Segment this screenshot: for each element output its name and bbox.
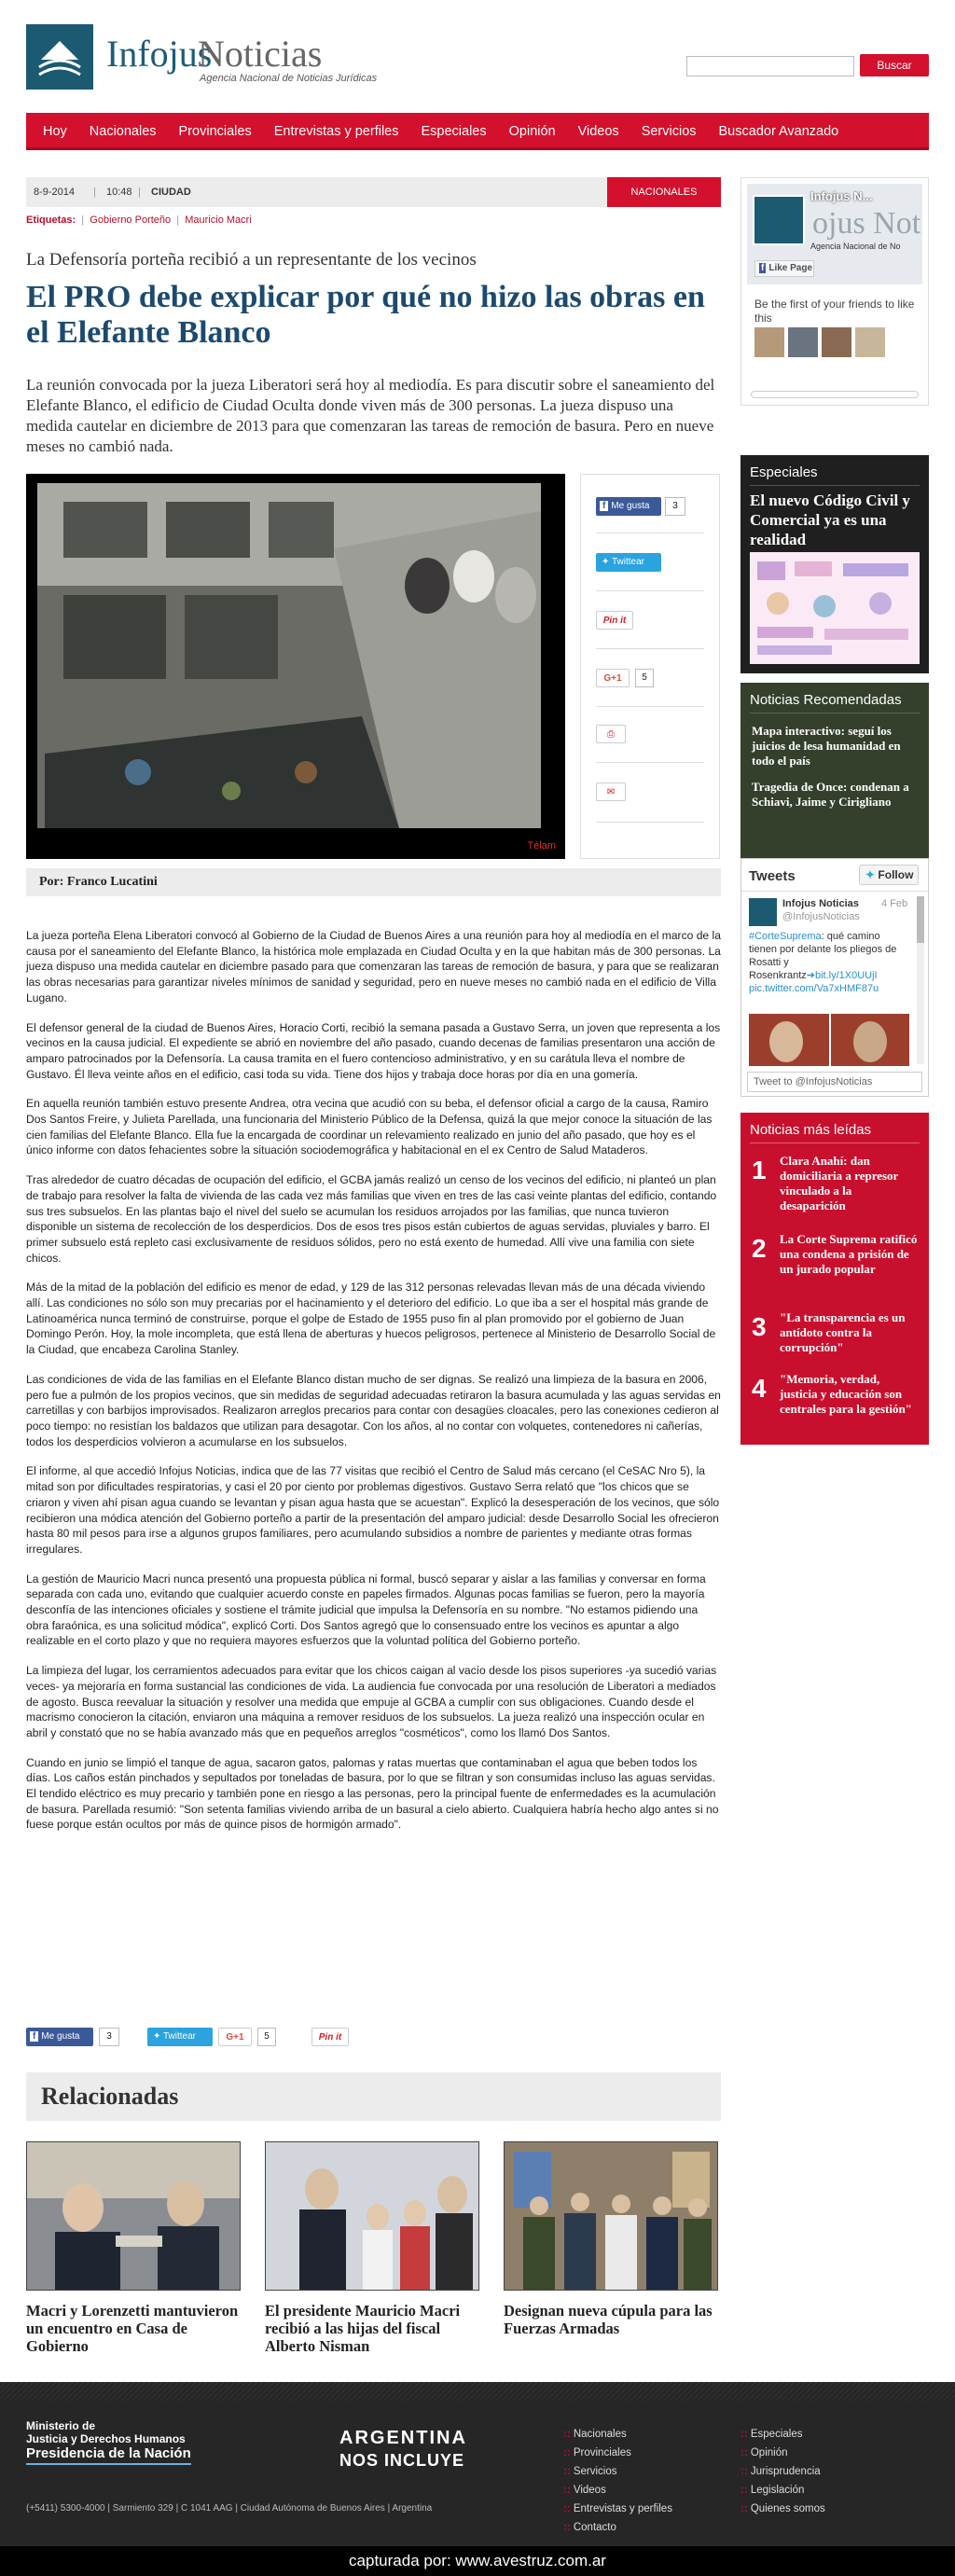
article-paragraph: La limpieza del lugar, los cerramientos adecuados para evitar que los chicos caigan al vacío desde los pisos superiores -ya sucedió varias veces- ya mejoraría en forma sustancial las condiciones de vida. La audiencia fue convocada por una resolución de Liberatori a mediados de agosto. Busca reevaluar la situación y resolver una medida que empuje al GCBA a cumplir con sus obligaciones. Cuando desde el macrismo conocieron la citación, enviaron una máquina a remover residuos de los subsuelos. La jueza realizó una inspección ocular en abril y constató que no se había avanzado más que en pequeños arreglos "cosméticos", como los llamó Dos Santos. xyxy=(26,1664,717,1739)
like-label: Me gusta xyxy=(611,501,650,511)
related-image[interactable] xyxy=(504,2141,718,2291)
nav-item-nacionales[interactable]: Nacionales xyxy=(89,124,157,139)
article-paragraph: En aquella reunión también estuvo presente Andrea, otra vecina que acudió con su beba, el defensor oficial a cargo de la causa, Ramiro Dos Santos Freire, y Julieta Parellada, una funcionaria del Ministerio Público de la Defensa, quizá la que mejor conoce la situación de las cien familias del Elefante Blanco. Ella fue la encargada de coordinar un relevamiento realizado en junio del año pasado, que hoy es el único informe con datos fehacientes sobre la situación sociodemográfica y habitacional en el ex Centro de Salud Mataderos. xyxy=(26,1097,713,1157)
facebook-page-widget xyxy=(740,177,929,406)
article-paragraph: Cuando en junio se limpió el tanque de agua, sacaron gatos, palomas y ratas muertas que contaminaban el agua que beben todos los días. Los caños están pinchados y sepultados por toneladas de basura, por lo que se filtran y son consumidas incluso las aguas servidas. El tendido eléctrico es muy precario y también pone en riesgo a las personas, pero la principal fuente de enfermedades es la acumulación de basura. Parellada resumió: "Son setenta familias viviendo arriba de un basural a cielo abierto. Cualquiera habría hecho algo antes si no fuese porque están ocultos por más de quince pisos de hormigón armado". xyxy=(26,1755,719,1832)
article-photo xyxy=(26,474,565,859)
search-button[interactable]: Buscar xyxy=(860,54,929,76)
mas-leidas-item[interactable]: Clara Anahí: dan domiciliaria a represor vinculado a la desaparición xyxy=(780,1154,899,1212)
twitter-bird-icon: ✦ xyxy=(602,557,610,567)
especiales-image[interactable] xyxy=(750,552,920,664)
fb-scrollbar[interactable] xyxy=(751,391,919,398)
like-count: 3 xyxy=(99,2028,119,2046)
related-heading: Relacionadas xyxy=(26,2072,721,2121)
ministry-line2: Justicia y Derechos Humanos xyxy=(26,2432,186,2445)
article-paragraph: La jueza porteña Elena Liberatori convocó al Gobierno de la Ciudad de Buenos Aires a una reunión para hoy al mediodía en el marco de la causa por el saneamiento del Elefante Blanco, la histórica mole emplazada en Ciudad Oculta y en la que habitan más de 300 personas. La jueza dispuso una medida cautelar en diciembre pasado para que comenzaran las tareas de remoción de basura, y para que se realizaran las obras necesarias para garantizar niveles mínimos de sanidad y seguridad, pero en nueve meses no cambió nada en el edificio de Villa Lugano. xyxy=(26,929,721,1004)
nav-item-servicios[interactable]: Servicios xyxy=(641,124,697,139)
tweet-compose-input[interactable]: Tweet to @InfojusNoticias xyxy=(747,1072,922,1092)
gplus-button[interactable]: G+1 xyxy=(596,669,630,687)
pinterest-button[interactable]: Pin it xyxy=(596,611,633,630)
article-date: 8-9-2014 xyxy=(34,187,76,198)
fb-cover xyxy=(747,184,922,284)
facebook-like-button[interactable] xyxy=(26,2028,93,2046)
article-paragraph: Más de la mitad de la población del edificio es menor de edad, y 129 de las 312 personas relevadas llevan más de una década viviendo allí. Las condiciones no sólo son muy precarias por el hacinamiento y el deterioro del edificio. Lo que iba a ser el hospital más grande de Latinoamérica nunca terminó de construirse, porque el golpe de Estado de 1955 puso fin al plan promovido por el gobierno de Juan Domingo Perón. Hoy, la mole incompleta, que está llena de aberturas y huecos peligrosos, pertenece al Ministerio de Desarrollo Social de la Ciudad, que encabeza Carolina Stanley. xyxy=(26,1281,716,1357)
related-title[interactable]: Macri y Lorenzetti mantuvieron un encuentro en Casa de Gobierno xyxy=(26,2302,239,2355)
tweet-handle[interactable]: @InfojusNoticias xyxy=(782,911,860,922)
related-title[interactable]: Designan nueva cúpula para las Fuerzas Armadas xyxy=(504,2302,713,2337)
fb-like-page-button[interactable] xyxy=(754,260,814,277)
footer-link[interactable]: :: Nacionales xyxy=(563,2429,627,2440)
twitter-widget xyxy=(740,858,929,1097)
print-icon[interactable]: ⎙ xyxy=(596,725,626,743)
twitter-bird-icon: ✦ xyxy=(153,2031,161,2042)
article-time: 10:48 xyxy=(106,187,132,198)
twitter-label: Twittear xyxy=(612,557,645,567)
tweet-link[interactable]: bit.ly/1X0UUjI xyxy=(814,970,878,981)
related-title[interactable]: El presidente Mauricio Macri recibió a las hijas del fiscal Alberto Nisman xyxy=(265,2302,461,2355)
site-footer xyxy=(0,2382,955,2576)
footer-link[interactable]: :: Jurisprudencia xyxy=(740,2466,821,2477)
mas-leidas-item[interactable]: "La transparencia es un antídoto contra la corrupción" xyxy=(780,1310,906,1354)
tweets-scrollbar[interactable] xyxy=(917,896,924,1064)
footer-link[interactable]: :: Servicios xyxy=(563,2466,617,2477)
brand-tagline: Agencia Nacional de Noticias Jurídicas xyxy=(200,73,378,84)
twitter-label: Twittear xyxy=(163,2031,197,2042)
ministry-line1: Ministerio de xyxy=(26,2419,96,2432)
article-section[interactable]: CIUDAD xyxy=(151,187,191,198)
related-item[interactable] xyxy=(504,2141,718,2337)
tweets-title: Tweets xyxy=(749,868,796,884)
fb-agency: Agencia Nacional de No xyxy=(810,242,901,251)
meta-separator: | xyxy=(138,187,141,198)
recomendadas-item[interactable]: Tragedia de Once: condenan a Schiavi, Jaime y Cirigliano xyxy=(752,780,909,809)
twitter-share-button[interactable] xyxy=(596,553,661,572)
argentina-word: ARGENTINA xyxy=(339,2428,467,2448)
tag-separator: | xyxy=(173,215,183,226)
especiales-headline[interactable]: El nuevo Código Civil y Comercial ya es una realidad xyxy=(750,492,910,548)
like-count: 3 xyxy=(665,497,685,516)
tweet-text xyxy=(749,930,909,995)
nav-item-hoy[interactable]: Hoy xyxy=(43,124,67,139)
footer-link[interactable]: :: Videos xyxy=(563,2485,606,2496)
nos-incluye-word: NOS INCLUYE xyxy=(339,2451,465,2470)
footer-link[interactable]: :: Legislación xyxy=(740,2485,804,2496)
mas-leidas-item[interactable]: La Corte Suprema ratificó una condena a prisión de un jurado popular xyxy=(780,1232,918,1276)
facebook-icon: f xyxy=(761,263,765,273)
nav-item-especiales[interactable]: Especiales xyxy=(421,124,487,139)
article-lead: La reunión convocada por la jueza Liberatori será hoy al mediodía. Es para discutir sobre el saneamiento del Elefante Blanco, el edificio de Ciudad Oculta donde viven más de 300 personas. La jueza dispuso una medida cautelar en diciembre de 2013 para que comenzaran las tareas de remoción de basura. Pero en nueve meses no cambió nada. xyxy=(26,376,715,455)
nav-item-entrevistas[interactable]: Entrevistas y perfiles xyxy=(273,124,399,139)
pinterest-button[interactable]: Pin it xyxy=(311,2028,349,2046)
article-paragraph: La gestión de Mauricio Macri nunca presentó una propuesta pública ni formal, buscó separar y aislar a las familias y conversar en forma separada con cada uno, evitando que cualquier acuerdo conste en papeles firmados. Algunas pocas familias se fueron, pero la mayoría desconfía de las intenciones oficiales y sostiene el trámite judicial que impulsa la Defensoría en su nombre. "No estamos pidiendo una obra faraónica, es una solicitud módica", explicó Corti. Dos Santos agregó que lo consensuado entre los vecinos es apuntar a algo realizable en el corto plazo y que no requiera mayores esfuerzos que la voluntad política del Gobierno porteño. xyxy=(26,1572,706,1648)
twitter-share-button[interactable] xyxy=(147,2028,213,2046)
logo-emblem xyxy=(26,24,93,90)
facebook-icon: f xyxy=(600,501,608,511)
especiales-box xyxy=(740,455,929,673)
gplus-count: 5 xyxy=(635,669,654,687)
bottom-share-bar xyxy=(26,2028,721,2048)
related-item[interactable] xyxy=(265,2141,479,2355)
nav-item-opinion[interactable]: Opinión xyxy=(508,124,556,139)
brand-word-infojus: Infojus xyxy=(106,33,213,75)
recomendadas-title: Noticias Recomendadas xyxy=(750,692,902,708)
article-kicker: La Defensoría porteña recibió a un representante de los vecinos xyxy=(26,250,477,270)
gplus-count: 5 xyxy=(257,2028,276,2046)
tag-separator: | xyxy=(78,215,88,226)
argentina-logo[interactable] xyxy=(339,2427,467,2472)
rank-number: 3 xyxy=(752,1312,767,1341)
email-icon[interactable]: ✉ xyxy=(596,782,626,801)
mas-leidas-item[interactable]: "Memoria, verdad, justicia y educación son centrales para la gestión" xyxy=(780,1372,912,1416)
fb-page-name[interactable]: Infojus N... xyxy=(810,189,873,203)
tweet-pic-link[interactable]: pic.twitter.com/Va7xHMF87u xyxy=(749,983,879,994)
footer-link[interactable]: :: Entrevistas y perfiles xyxy=(563,2503,672,2514)
meta-separator: | xyxy=(93,187,96,198)
twitter-bird-icon: ✦ xyxy=(865,868,876,881)
tweet-avatar[interactable] xyxy=(749,898,777,926)
tweet-link-arrow: ➔ xyxy=(806,970,815,981)
article-author: Por: Franco Lucatini xyxy=(26,868,721,896)
tweet-image[interactable] xyxy=(749,1014,909,1066)
facebook-icon: f xyxy=(30,2031,38,2042)
search-input[interactable] xyxy=(686,56,854,76)
footer-link[interactable]: :: Contacto xyxy=(563,2522,616,2533)
fb-page-logo xyxy=(753,195,805,245)
article-headline: El PRO debe explicar por qué no hizo las obras en el Elefante Blanco xyxy=(26,280,705,350)
rank-number: 2 xyxy=(752,1234,767,1263)
nav-item-buscador-avanzado[interactable]: Buscador Avanzado xyxy=(718,124,839,139)
nav-item-videos[interactable]: Videos xyxy=(577,124,619,139)
brand-word-noticias: Noticias xyxy=(198,33,323,75)
footer-link[interactable]: :: Especiales xyxy=(740,2429,802,2440)
article-body xyxy=(26,928,721,1847)
related-item[interactable] xyxy=(26,2141,241,2355)
article-paragraph: Las condiciones de vida de las familias en el Elefante Blanco distan mucho de ser dignas. Se realizó una limpieza de la basura en 2006, pero fue a pulmón de los propios vecinos, que sin medidas de seguridad adecuadas retiraron la basura acumulada y las aguas servidas en carretillas y con barbijos improvisados. Realizaron arreglos precarios para contar con desagües cloacales, pero las conexiones cedieron al poco tiempo: no resistían los baldazos que utilizan para desagotar. Con los años, al no contar con volquetes, contenedores ni cañerías, todos los desperdicios volvieron a acumularse en los subsuelos. xyxy=(26,1372,721,1448)
nav-item-provinciales[interactable]: Provinciales xyxy=(178,124,252,139)
presidency-label: Presidencia de la Nación xyxy=(26,2447,191,2465)
tweet-hashtag[interactable]: #CorteSuprema xyxy=(749,931,822,942)
mas-leidas-box xyxy=(740,1113,929,1445)
related-image[interactable] xyxy=(26,2141,241,2291)
tweet-user[interactable]: Infojus Noticias xyxy=(782,898,859,909)
footer-contact: (+5411) 5300-4000 | Sarmiento 329 | C 1041 AAG | Ciudad Autónoma de Buenos Aires | Argentina xyxy=(26,2503,433,2514)
fb-friend-faces xyxy=(754,327,885,357)
tweet-date[interactable]: 4 Feb xyxy=(881,898,908,909)
tag-link[interactable]: Mauricio Macri xyxy=(185,215,252,226)
article-paragraph: El informe, al que accedió Infojus Noticias, indica que de las 77 visitas que recibió el Centro de Salud más cercano (el CeSAC Nro 5), la mitad son por dificultades respiratorias, y casi el 20 por ciento por problemas digestivos. Gustavo Serra relató que "los chicos que se criaron y viven ahí pisan agua cuando se levantan y pisan agua hasta que se acuestan". Explicó la desesperación de los vecinos, que sólo recibieron una módica atención del Gobierno porteño a partir de la presentación del amparo judicial: desde Desarrollo Social les ofrecieron hasta 80 mil pesos para irse a algunos grupos familiares, pero acumulando subsidios a nombre de parientes y mediante otras formas irregulares. xyxy=(26,1464,720,1556)
rank-number: 1 xyxy=(752,1156,767,1184)
fb-like-page-label: Like Page xyxy=(768,263,813,273)
twitter-follow-button[interactable] xyxy=(859,865,919,885)
share-column xyxy=(580,474,720,859)
tweet-body: : qué camino tienen por delante los pliegos de Rosatti y Rosenkrantz xyxy=(749,931,897,981)
especiales-title: Especiales xyxy=(750,464,818,480)
gplus-button[interactable]: G+1 xyxy=(218,2028,252,2046)
mas-leidas-title: Noticias más leídas xyxy=(750,1122,872,1138)
recomendadas-item[interactable]: Mapa interactivo: seguí los juicios de lesa humanidad en todo el país xyxy=(752,724,901,768)
footer-link[interactable]: :: Opinión xyxy=(740,2447,788,2458)
like-label: Me gusta xyxy=(41,2031,80,2042)
footer-link[interactable]: :: Provinciales xyxy=(563,2447,631,2458)
article-paragraph: El defensor general de la ciudad de Buenos Aires, Horacio Corti, recibió la semana pasada a Gustavo Serra, un joven que representa a los vecinos en la causa judicial. El expediente se abrió en noviembre del año pasado, cuando decenas de familias presentaron una acción de amparo patrocinados por la Defensoría. La causa tramita en el fuero contencioso administrativo, y en su carátula lleva el nombre de Gustavo. Él lleva veinte años en el edificio, casi toda su vida. Tiene dos hijos y trabaja doce horas por día en una gomería. xyxy=(26,1020,721,1081)
rank-number: 4 xyxy=(752,1374,767,1403)
related-image[interactable] xyxy=(265,2141,479,2291)
footer-link[interactable]: :: Quienes somos xyxy=(740,2503,825,2514)
facebook-like-button[interactable] xyxy=(596,497,661,516)
photo-credit: Télam xyxy=(527,840,556,852)
fb-first-friends: Be the first of your friends to like this xyxy=(754,298,915,325)
tags-label: Etiquetas: xyxy=(26,215,76,226)
fb-cover-text: ojus Not xyxy=(812,206,921,241)
article-paragraph: Tras alrededor de cuatro décadas de ocupación del edificio, el GCBA jamás realizó un censo de los vecinos del edificio, ni planteó un plan de trabajo para resolver la falta de vivienda de las cada vez más familias que viven en tres de las casi veinte plantas del edificio, contando sus tres subsuelos. En las plantas bajo el nivel del suelo se acumulan los residuos arrojados por las familias, que nunca tuvieron disponible un sistema de recolección de los desperdicios. Dos de esos tres pisos están cubiertos de aguas servidas, pluviales y barro. El primer subsuelo está repleto casi exclusivamente de residuos sólidos, pero no está exento de humedad. Allí vive una familia con siete chicos. xyxy=(26,1173,717,1265)
section-button[interactable]: NACIONALES xyxy=(607,177,721,207)
main-nav xyxy=(26,113,929,150)
follow-label: Follow xyxy=(878,868,914,881)
footer-ministry[interactable] xyxy=(26,2419,191,2465)
article-tags xyxy=(26,215,252,226)
tag-link[interactable]: Gobierno Porteño xyxy=(90,215,172,226)
site-logo[interactable] xyxy=(26,24,381,90)
capture-credit: capturada por: www.avestruz.com.ar xyxy=(0,2546,955,2576)
